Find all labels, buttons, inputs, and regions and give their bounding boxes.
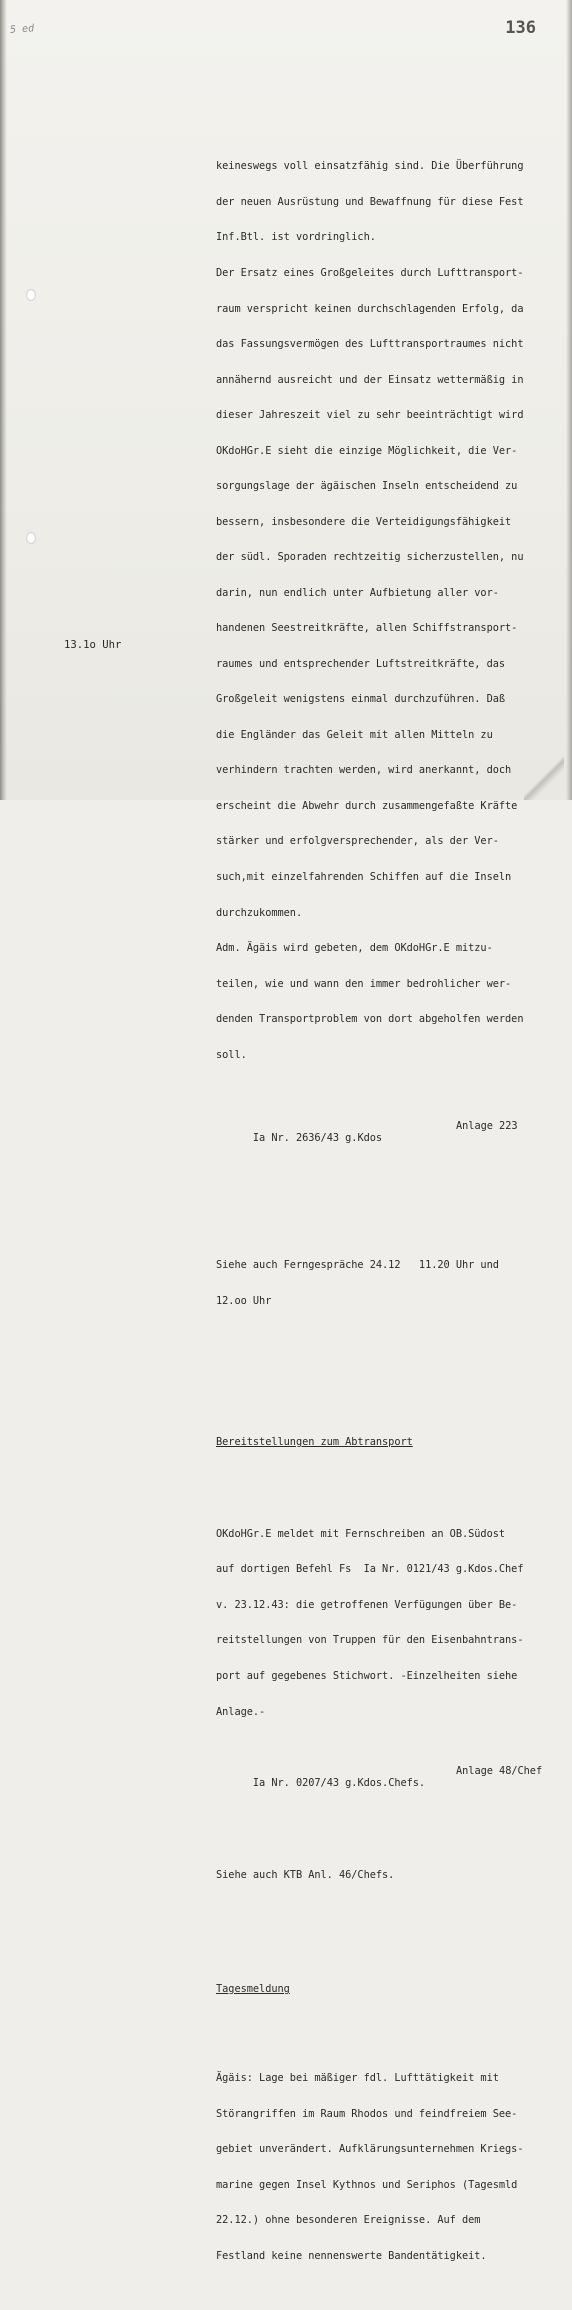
reference-row (216, 1766, 541, 1813)
text-line: annähernd ausreicht und der Einsatz wettermäßig in (216, 373, 524, 386)
text-line: bessern, insbesondere die Verteidigungsfähigkeit (216, 515, 512, 528)
text-line: verhindern trachten werden, wird anerkannt, doch (216, 764, 512, 777)
text-line: auf dortigen Befehl Fs Ia Nr. 0121/43 g.Kdos.Chef (216, 1563, 524, 1576)
page-left-edge-shadow (0, 0, 7, 800)
text-line: handenen Seestreitkräfte, allen Schiffstransport- (216, 622, 518, 635)
corner-handwritten-mark: 5 ed (9, 23, 35, 36)
text-line: Großgeleit wenigstens einmal durchzuführen. Daß (216, 693, 506, 706)
text-line: OKdoHGr.E meldet mit Fernschreiben an OB.Südost (216, 1527, 506, 1540)
text-line: teilen, wie und wann den immer bedrohlicher wer- (216, 977, 512, 990)
note-ktb: Siehe auch KTB Anl. 46/Chefs. (216, 1868, 395, 1881)
text-line: Siehe auch Ferngespräche 24.12 11.20 Uhr und (216, 1259, 499, 1271)
text-line: der südl. Sporaden rechtzeitig sicherzustellen, nu (216, 551, 524, 564)
text-line: darin, nun endlich unter Aufbietung aller vor- (216, 586, 499, 599)
text-line: Inf.Btl. ist vordringlich. (216, 231, 376, 244)
text-line: reitstellungen von Truppen für den Eisenbahntrans- (216, 1634, 524, 1647)
note-phone-calls (216, 1236, 541, 1331)
text-line: gebiet unverändert. Aufklärungsunternehmen Kriegs- (216, 2143, 524, 2156)
attachment-ref: Anlage 48/Chef (456, 1764, 543, 1777)
text-line: soll. (216, 1048, 247, 1061)
text-line: dieser Jahreszeit viel zu sehr beeinträchtigt wird (216, 409, 524, 422)
text-line: denden Transportproblem von dort abgeholfen werden (216, 1013, 524, 1026)
text-line: 22.12.) ohne besonderen Ereignisse. Auf dem (216, 2214, 481, 2227)
punch-hole-top (26, 289, 36, 301)
text-line: die Engländer das Geleit mit allen Mitteln zu (216, 728, 493, 741)
text-line: port auf gegebenes Stichwort. -Einzelheiten siehe (216, 1670, 518, 1682)
text-line: raum verspricht keinen durchschlagenden Erfolg, da (216, 302, 524, 315)
typewritten-body (216, 114, 541, 2310)
reference-number: Ia Nr. 0207/43 g.Kdos.Chefs. (252, 1776, 426, 1789)
section-heading-daily-report: Tagesmeldung (216, 1983, 290, 1996)
text-line: OKdoHGr.E sieht die einzige Möglichkeit, die Ver- (216, 444, 518, 457)
page-right-edge-shadow (566, 0, 572, 800)
text-line: raumes und entsprechender Luftstreitkräfte, das (216, 657, 506, 670)
text-line: der neuen Ausrüstung und Bewaffnung für diese Fest (216, 195, 524, 208)
reference-number: Ia Nr. 2636/43 g.Kdos (252, 1131, 383, 1144)
text-line: 12.oo Uhr (216, 1294, 272, 1307)
page-number: 136 (505, 18, 536, 38)
text-line: Festland keine nennenswerte Bandentätigkeit. (216, 2249, 487, 2262)
text-line: sorgungslage der ägäischen Inseln entscheidend zu (216, 480, 518, 493)
text-line: Der Ersatz eines Großgeleites durch Lufttransport- (216, 266, 524, 279)
reference-row (216, 1121, 541, 1168)
text-line: Störangriffen im Raum Rhodos und feindfreiem See- (216, 2107, 518, 2120)
paragraph-transport (216, 1505, 541, 1742)
text-line: durchzukommen. (216, 906, 303, 919)
text-line: Anlage.- (216, 1705, 266, 1718)
text-line: das Fassungsvermögen des Lufttransportraumes nicht (216, 338, 524, 351)
text-line: Adm. Ägäis wird gebeten, dem OKdoHGr.E mitzu- (216, 942, 493, 955)
text-line: stärker und erfolgversprechender, als der Ver- (216, 835, 499, 848)
section-heading-transport: Bereitstellungen zum Abtransport (216, 1435, 413, 1448)
text-line: such,mit einzelfahrenden Schiffen auf die Inseln (216, 871, 512, 883)
punch-hole-bottom (26, 532, 36, 544)
text-line: v. 23.12.43: die getroffenen Verfügungen über Be- (216, 1598, 518, 1611)
paragraph-daily-report (216, 2049, 541, 2286)
attachment-ref: Anlage 223 (456, 1119, 518, 1132)
text-line: marine gegen Insel Kythnos und Seriphos (Tagesmld (216, 2178, 518, 2191)
text-line: erscheint die Abwehr durch zusammengefaßte Kräfte (216, 799, 518, 812)
text-line: keineswegs voll einsatzfähig sind. Die Überführung (216, 160, 524, 173)
text-line: Ägäis: Lage bei mäßiger fdl. Lufttätigkeit mit (216, 2072, 499, 2085)
paragraph-supply-situation (216, 138, 541, 1086)
time-label: 13.1o Uhr (64, 639, 122, 651)
